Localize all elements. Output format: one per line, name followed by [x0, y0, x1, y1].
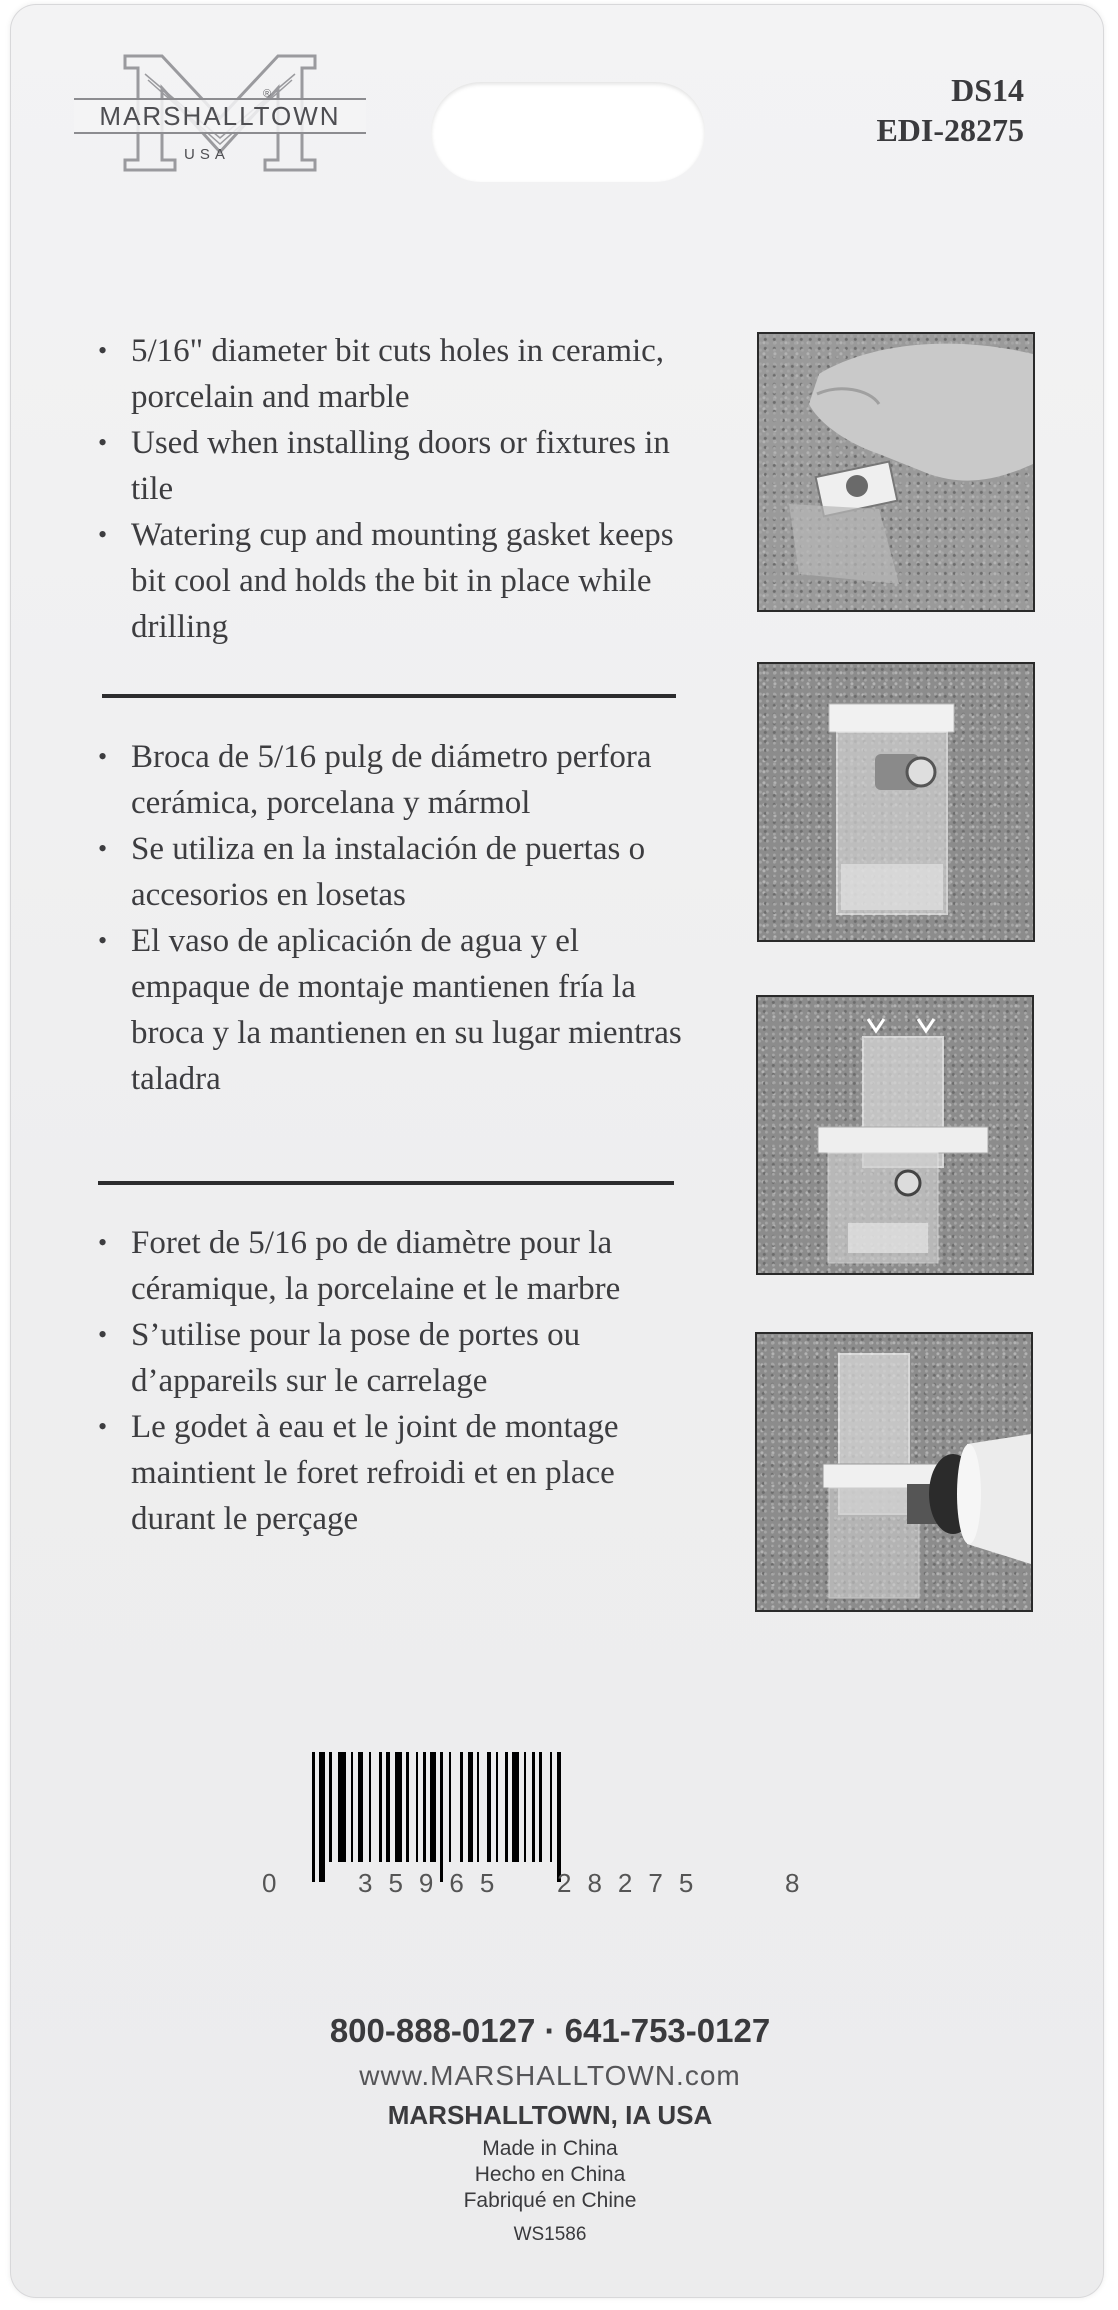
feature-item: • Le godet à eau et le joint de montage maintient le foret refroidi et en place durant le perçage — [98, 1404, 698, 1542]
drill-in-use-icon — [757, 1334, 1031, 1610]
barcode-bar — [351, 1752, 353, 1862]
english-features — [98, 328, 698, 650]
blister-card-back — [10, 4, 1104, 2298]
barcode-left-digits: 35965 — [358, 1868, 511, 1898]
brand-name: MARSHALLTOWN — [74, 98, 366, 134]
upc-barcode — [262, 1752, 800, 1912]
barcode-bar — [395, 1752, 402, 1862]
barcode-bar — [416, 1752, 418, 1862]
website: www.MARSHALLTOWN.com — [359, 2060, 741, 2091]
edi-number: EDI-28275 — [876, 112, 1024, 148]
made-in-english: Made in China — [482, 2137, 618, 2160]
phone-numbers: 800-888-0127 · 641-753-0127 — [329, 2012, 771, 2049]
barcode-bar — [430, 1752, 436, 1862]
barcode-bar — [329, 1752, 332, 1862]
barcode-bar — [338, 1752, 346, 1862]
barcode-bar — [468, 1752, 473, 1862]
barcode-bar — [524, 1752, 526, 1862]
section-divider — [102, 694, 676, 698]
feature-item: • S’utilise pour la pose de portes ou d’appareils sur le carrelage — [98, 1312, 698, 1404]
french-features — [98, 1220, 698, 1542]
barcode-bar — [496, 1752, 498, 1862]
barcode-bar — [460, 1752, 463, 1862]
barcode-bar — [312, 1752, 315, 1882]
hand-holding-gasket-icon — [759, 334, 1033, 610]
barcode-bar — [386, 1752, 390, 1862]
product-codes — [876, 70, 1024, 150]
company-location: MARSHALLTOWN, IA USA — [387, 2100, 713, 2130]
registered-mark: ® — [263, 88, 272, 100]
barcode-bars — [310, 1752, 780, 1882]
photo-cup-gasket — [757, 662, 1035, 942]
barcode-first-digit: 0 — [262, 1868, 277, 1898]
spanish-features — [98, 734, 698, 1102]
barcode-bar — [512, 1752, 519, 1862]
barcode-bar — [487, 1752, 491, 1862]
feature-item: • Foret de 5/16 po de diamètre pour la céramique, la porcelaine et le marbre — [98, 1220, 698, 1312]
photo-drilling — [755, 1332, 1033, 1612]
barcode-bar — [539, 1752, 542, 1862]
feature-item: • 5/16" diameter bit cuts holes in ceramic, porcelain and marble — [98, 328, 698, 420]
photo-cup-mounted — [756, 995, 1034, 1275]
hang-hole — [431, 82, 705, 182]
section-divider — [98, 1181, 674, 1185]
barcode-bar — [505, 1752, 508, 1862]
made-in-french: Fabriqué en Chine — [463, 2189, 637, 2212]
barcode-bar — [358, 1752, 363, 1862]
feature-item: • Broca de 5/16 pulg de diámetro perfora cerámica, porcelana y mármol — [98, 734, 698, 826]
feature-item: • Used when installing doors or fixtures in tile — [98, 420, 698, 512]
barcode-bar — [557, 1752, 561, 1882]
barcode-bar — [440, 1752, 443, 1882]
barcode-bar — [379, 1752, 382, 1862]
barcode-bar — [406, 1752, 409, 1862]
barcode-bar — [550, 1752, 552, 1862]
barcode-bar — [532, 1752, 535, 1862]
model-number: DS14 — [951, 72, 1024, 108]
barcode-check-digit: 8 — [785, 1868, 800, 1898]
product-code: WS1586 — [513, 2224, 587, 2245]
barcode-bar — [423, 1752, 426, 1862]
barcode-bar — [477, 1752, 479, 1862]
feature-item: • Watering cup and mounting gasket keeps bit cool and holds the bit in place while drilling — [98, 512, 698, 650]
photo-hand-gasket — [757, 332, 1035, 612]
brand-country: USA — [184, 146, 230, 163]
watering-cup-icon — [759, 664, 1033, 940]
mounted-cup-icon — [758, 997, 1032, 1273]
barcode-bar — [319, 1752, 325, 1882]
barcode-bar — [449, 1752, 451, 1862]
feature-item: • Se utiliza en la instalación de puertas o accesorios en losetas — [98, 826, 698, 918]
feature-item: • El vaso de aplicación de agua y el empaque de montaje mantienen fría la broca y la mantienen en su lugar mientras taladra — [98, 918, 698, 1102]
made-in-spanish: Hecho en China — [474, 2163, 626, 2186]
barcode-bar — [369, 1752, 371, 1862]
barcode-right-digits: 28275 — [557, 1868, 710, 1898]
marshalltown-logo — [70, 48, 370, 178]
